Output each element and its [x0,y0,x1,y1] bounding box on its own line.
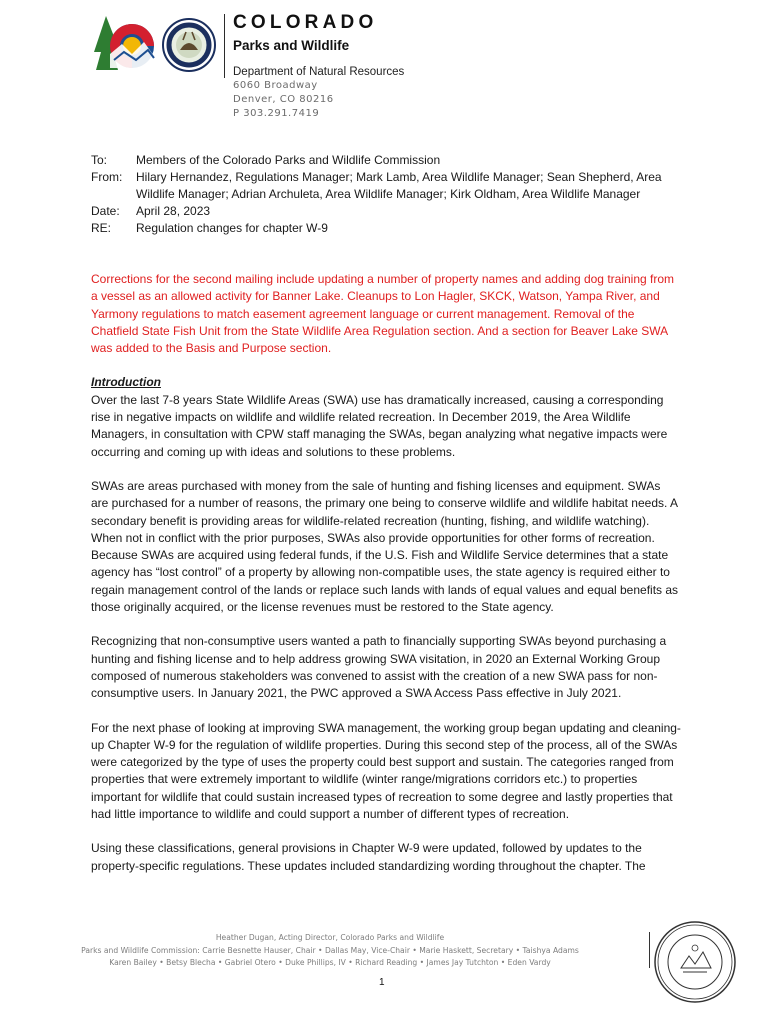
org-name: COLORADO [233,12,378,33]
footer-members-line: Karen Bailey • Betsy Blecha • Gabriel Otero • Duke Phillips, IV • Richard Reading • James Jay Tutchton • Eden Vardy [109,958,551,967]
cpw-logo [92,14,222,78]
memo-to-row [91,152,681,169]
memo-from-label: From: [91,170,123,184]
body-paragraph: For the next phase of looking at improving SWA management, the working group began updating and cleaning-up Chapter W-9 for the regulation of wildlife properties. During this second step of the process, all of the SWAs were categorized by the type of uses the property could best support and sustain. The categories ranged from properties that were extremely important to wildlife (winter range/migrations corridors etc.) to properties important for wildlife that could sustain increased types of recreation to some degree and lastly properties that had little importance to wildlife and could support a number of different types of recreation. [91,720,681,822]
section-heading-introduction: Introduction [91,375,161,390]
memo-from-row [91,169,681,203]
phone-line: P 303.291.7419 [233,108,320,119]
memo-date-label: Date: [91,204,120,218]
memo-from-value: Hilary Hernandez, Regulations Manager; Mark Lamb, Area Wildlife Manager; Sean Shepherd, Area Wildlife Manager; Adrian Archuleta, Area Wildlife Manager; Kirk Oldham, Area Wildlife Manager [136,170,662,201]
memo-re-label: RE: [91,221,112,235]
page-footer [40,932,620,970]
body-paragraph: SWAs are areas purchased with money from the sale of hunting and fishing licenses and equipment. SWAs are purchased for a number of reasons, the primary one being to conserve wildlife and wildlife habitat needs. A secondary benefit is providing areas for wildlife-related recreation (hunting, fishing, and wildlife watching). When not in conflict with the prior purposes, SWAs also provide opportunities for other forms of recreation. Because SWAs are acquired using federal funds, if the U.S. Fish and Wildlife Service determines that a state agency has “lost control” of a property by allowing non-compatible uses, the state agency is required either to regain management control of the lands or replace such lands with lands of equal values and equal benefits as those originally acquired, or the license revenues must be restored to the State agency. [91,478,679,615]
memo-to-value: Members of the Colorado Parks and Wildlife Commission [136,153,441,167]
memo-to-label: To: [91,153,108,167]
letterhead-brand [233,12,404,79]
memo-header [91,152,681,237]
address-line: Denver, CO 80216 [233,94,334,105]
state-seal-icon [651,918,739,1006]
corrections-note: Corrections for the second mailing include updating a number of property names and adding dog training from a vessel as an allowed activity for Banner Lake. Cleanups to Lon Hagler, SKCK, Watson, Yampa River, and Yarmony regulations to match easement agreement language or current management. Removal of the Chatfield State Fish Unit from the State Wildlife Area Regulation section. And a section for Beaver Lake SWA was added to the Basis and Purpose section. [91,272,675,356]
memo-date-row [91,203,681,220]
address-line: 6060 Broadway [233,80,318,91]
intro-paragraph: Over the last 7-8 years State Wildlife Areas (SWA) use has dramatically increased, causing a corresponding rise in negative impacts on wildlife and wildlife related recreation. In December 2019, the Area Wildlife Managers, in consultation with CPW staff managing the SWAs, began analyzing what negative impacts were occurring and coming up with ideas and solutions to these problems. [91,392,668,459]
footer-director-line: Heather Dugan, Acting Director, Colorado Parks and Wildlife [215,933,445,942]
org-subtitle: Parks and Wildlife [233,38,350,53]
letterhead-divider [224,14,225,78]
address-block [233,79,334,121]
department-name: Department of Natural Resources [233,66,405,78]
memo-re-value: Regulation changes for chapter W-9 [136,221,328,235]
body-paragraph: Using these classifications, general provisions in Chapter W-9 were updated, followed by updates to the property-specific regulations. These updates included standardizing wording throughout the chapter. The [91,841,646,873]
seal-divider [649,932,650,968]
page-number: 1 [379,977,385,988]
memo-body [91,271,681,892]
memo-date-value: April 28, 2023 [136,204,211,218]
memo-re-row [91,220,681,237]
footer-commission-line: Parks and Wildlife Commission: Carrie Besnette Hauser, Chair • Dallas May, Vice-Chair • Marie Haskett, Secretary • Taishya Adams [81,945,579,955]
body-paragraph: Recognizing that non-consumptive users wanted a path to financially supporting SWAs beyond purchasing a hunting and fishing license and to help address growing SWA visitation, in 2020 an External Working Group composed of numerous stakeholders was convened to assist with the creation of a new SWA pass for non-consumptive users. In January 2021, the PWC approved a SWA Access Pass effective in July 2021. [91,634,667,701]
